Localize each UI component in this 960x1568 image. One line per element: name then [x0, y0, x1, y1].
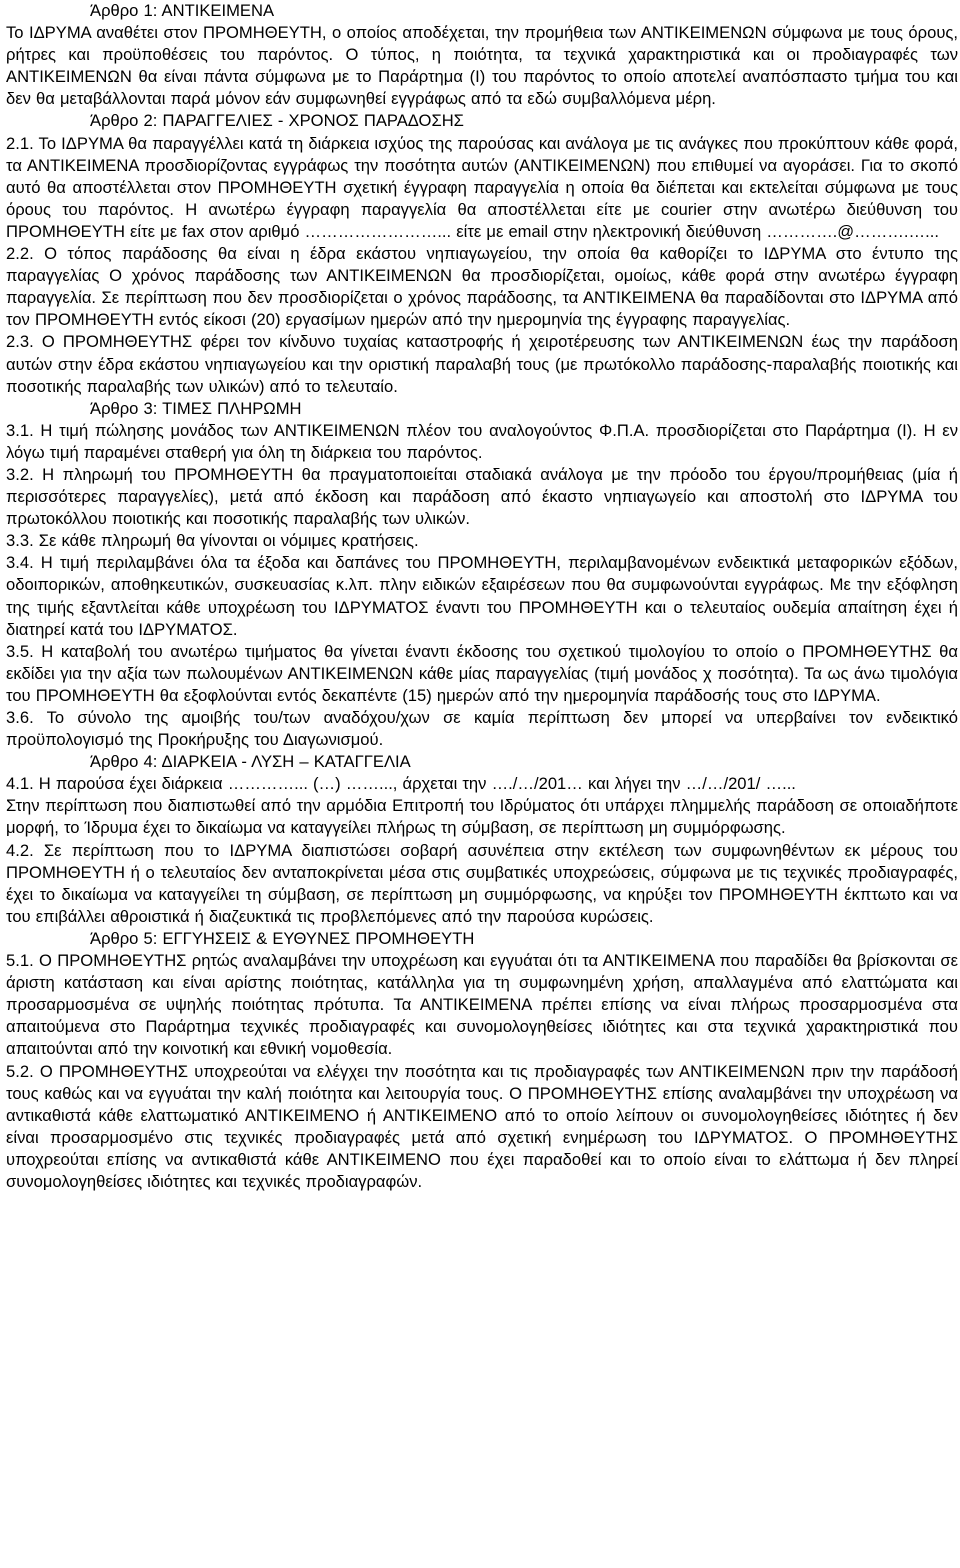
clause-3-1: 3.1. Η τιμή πώλησης μονάδος των ΑΝΤΙΚΕΙΜΕΝΩΝ πλέον του αναλογούντος Φ.Π.Α. προσδιορίζεται στο Παράρτημα (Ι). Η εν λόγω τιμή παραμένει σταθερή για όλη τη διάρκεια του παρόντος.	[6, 420, 958, 462]
article-3-heading: Άρθρο 3: ΤΙΜΕΣ ΠΛΗΡΩΜΗ	[90, 398, 302, 418]
clause-2-1: 2.1. Το ΙΔΡΥΜΑ θα παραγγέλλει κατά τη διάρκεια ισχύος της παρούσας και ανάλογα με τις ανάγκες που προκύπτουν κάθε φορά, τα ΑΝΤΙΚΕΙΜΕΝΑ προσδιορίζοντας εγγράφως την ποσότητα αυτών (ΑΝΤΙΚΕΙΜΕΝΩΝ) που επιθυμεί να αγοράσει. Για το σκοπό αυτό θα αποστέλλεται στον ΠΡΟΜΗΘΕΥΤΗ σχετική έγγραφη παραγγελία η οποία θα διέπεται και εκτελείται σύμφωνα με τους όρους του παρόντος. Η ανωτέρω έγγραφη παραγγελία θα αποστέλλεται είτε με courier στην ανωτέρω διεύθυνση του ΠΡΟΜΗΘΕΥΤΗ είτε με fax στον αριθμό ……………………... είτε με email στην ηλεκτρονική διεύθυνση ………….@……….…...	[6, 133, 958, 241]
article-1-heading: Άρθρο 1: ΑΝΤΙΚΕΙΜΕΝΑ	[90, 1, 275, 20]
clause-4-1: 4.1. Η παρούσα έχει διάρκεια …………... (…) ……..., άρχεται την …./…/201… και λήγει την …/…/201/ …...	[6, 774, 796, 794]
clause-3-2: 3.2. Η πληρωμή του ΠΡΟΜΗΘΕΥΤΗ θα πραγματοποιείται σταδιακά ανάλογα με την πρόοδο του έργου/προμήθειας (μία ή περισσότερες παραγγελίες), μετά από έκδοση και παράδοση από έκαστο νηπιαγωγείο και αποστολή στο ΙΔΡΥΜΑ του πρωτοκόλλου ποιοτικής και ποσοτικής παραλαβής των υλικών.	[6, 464, 958, 529]
clause-3-3: 3.3. Σε κάθε πληρωμή θα γίνονται οι νόμιμες κρατήσεις.	[6, 531, 419, 551]
clause-4-2: 4.2. Σε περίπτωση που το ΙΔΡΥΜΑ διαπιστώσει σοβαρή ασυνέπεια στην εκτέλεση των συμφωνηθέντων εκ μέρους του ΠΡΟΜΗΘΕΥΤΗ ή ο τελευταίος δεν ανταποκρίνεται μέσα στις συμβατικές υποχρεώσεις, σύμφωνα με τις τεχνικές προδιαγραφές, έχει το δικαίωμα να καταγγείλει τη σύμβαση, σε περίπτωση μη συμμόρφωσης, να κηρύξει τον ΠΡΟΜΗΘΕΥΤΗ έκπτωτο και να του επιβάλλει αθροιστικά ή διαζευκτικά τις προβλεπόμενες από την παρούσα κυρώσεις.	[6, 840, 958, 926]
clause-4-1-continued: Στην περίπτωση που διαπιστωθεί από την αρμόδια Επιτροπή του Ιδρύματος ότι υπάρχει πλημμελής παράδοση σε οποιαδήποτε μορφή, το Ίδρυμα έχει το δικαίωμα να καταγγείλει πλήρως τη σύμβαση, σε περίπτωση μη συμμόρφωσης.	[6, 796, 958, 838]
clause-3-6: 3.6. Το σύνολο της αμοιβής του/των αναδόχου/χων σε καμία περίπτωση δεν μπορεί να υπερβαίνει τον ενδεικτικό προϋπολογισμό της Προκήρυξης του Διαγωνισμού.	[6, 708, 958, 750]
article-4-heading: Άρθρο 4: ΔΙΑΡΚΕΙΑ - ΛΥΣΗ – ΚΑΤΑΓΓΕΛΙΑ	[90, 752, 411, 772]
article-5-heading: Άρθρο 5: ΕΓΓΥΗΣΕΙΣ & ΕΥΘΥΝΕΣ ΠΡΟΜΗΘΕΥΤΗ	[90, 928, 475, 948]
clause-3-5: 3.5. Η καταβολή του ανωτέρω τιμήματος θα γίνεται έναντι έκδοσης του σχετικού τιμολογίου το οποίο ο ΠΡΟΜΗΘΕΥΤΗΣ θα εκδίδει για την αξία των πωλουμένων ΑΝΤΙΚΕΙΜΕΝΩΝ κάθε μίας παραγγελίας (τιμή μονάδος χ ποσότητα). Τα ως άνω τιμολόγια του ΠΡΟΜΗΘΕΥΤΗ θα εξοφλούνται εντός δεκαπέντε (15) ημερών από την ημερομηνία παράδοσής τους στο ΙΔΡΥΜΑ.	[6, 641, 958, 705]
clause-5-2: 5.2. Ο ΠΡΟΜΗΘΕΥΤΗΣ υποχρεούται να ελέγχει την ποσότητα και τις προδιαγραφές των ΑΝΤΙΚΕΙΜΕΝΩΝ πριν την παράδοσή τους καθώς και να εγγυάται την καλή ποιότητα και λειτουργία τους. Ο ΠΡΟΜΗΘΕΥΤΗΣ επίσης αναλαμβάνει την υποχρέωση να αντικαθιστά κάθε ελαττωματικό ΑΝΤΙΚΕΙΜΕΝΟ ή ΑΝΤΙΚΕΙΜΕΝΟ από το οποίο λείπουν οι συνομολογηθείσες ιδιότητες ή δεν είναι προσαρμοσμένο στις τεχνικές προδιαγραφές μετά από σχετική ενημέρωση του ΙΔΡΥΜΑΤΟΣ. Ο ΠΡΟΜΗΘΕΥΤΗΣ υποχρεούται επίσης να αντικαθιστά κάθε ΑΝΤΙΚΕΙΜΕΝΟ που έχει παραδοθεί και το οποίο είναι το ελάττωμα ή δεν πληρεί συνομολογηθείσες ιδιότητες και τεχνικές προδιαγραφών.	[6, 1061, 958, 1191]
clause-3-4: 3.4. Η τιμή περιλαμβάνει όλα τα έξοδα και δαπάνες του ΠΡΟΜΗΘΕΥΤΗ, περιλαμβανομένων ενδεικτικά μεταφορικών εξόδων, οδοιπορικών, αποθηκευτικών, συσκευασίας κ.λπ. πλην ειδικών εξαιρέσεων που θα συμφωνούνται εγγράφως. Με την εξόφληση της τιμής εξαντλείται κάθε υποχρέωση του ΙΔΡΥΜΑΤΟΣ έναντι του ΠΡΟΜΗΘΕΥΤΗ και ο τελευταίος ουδεμία απαίτηση έχει ή διατηρεί κατά του ΙΔΡΥΜΑΤΟΣ.	[6, 553, 958, 639]
article-1-text: Το ΙΔΡΥΜΑ αναθέτει στον ΠΡΟΜΗΘΕΥΤΗ, ο οποίος αποδέχεται, την προμήθεια των ΑΝΤΙΚΕΙΜΕΝΩΝ σύμφωνα με τους όρους, ρήτρες και προϋποθέσεις του παρόντος. Ο τύπος, η ποιότητα, τα τεχνικά χαρακτηριστικά και οι προδιαγραφές των ΑΝΤΙΚΕΙΜΕΝΩΝ θα είναι πάντα σύμφωνα με το Παράρτημα (Ι) του παρόντος το οποίο αποτελεί αναπόσπαστο τμήμα του και δεν θα μεταβάλλονται παρά μόνον εάν συμφωνηθεί εγγράφως από τα εδώ συμβαλλόμενα μέρη.	[6, 23, 958, 109]
clause-5-1: 5.1. Ο ΠΡΟΜΗΘΕΥΤΗΣ ρητώς αναλαμβάνει την υποχρέωση και εγγυάται ότι τα ΑΝΤΙΚΕΙΜΕΝΑ που παραδίδει θα βρίσκονται σε άριστη κατάσταση και είναι αρίστης ποιότητας, κατάλληλα για τη συμφωνημένη χρήση, απαλλαγμένα από ελαττώματα και προσαρμοσμένα σε υψηλής ποιότητας πρότυπα. Τα ΑΝΤΙΚΕΙΜΕΝΑ πρέπει επίσης να είναι πλήρως προσαρμοσμένα στα απαιτούμενα στο Παράρτημα τεχνικές προδιαγραφές και συνομολογηθείσες ιδιότητες και στα τεχνικά χαρακτηριστικά που απαιτούνται από την κοινοτική και εθνική νομοθεσία.	[6, 951, 958, 1059]
clause-2-3: 2.3. Ο ΠΡΟΜΗΘΕΥΤΗΣ φέρει τον κίνδυνο τυχαίας καταστροφής ή χειροτέρευσης των ΑΝΤΙΚΕΙΜΕΝΩΝ έως την παράδοση αυτών στην έδρα εκάστου νηπιαγωγείου και την οριστική παραλαβή τους (με πρωτόκολλο παράδοσης-παραλαβής ποιοτικής και ποσοτικής παραλαβής των υλικών) από το τελευταίο.	[6, 332, 958, 396]
clause-2-2: 2.2. Ο τόπος παράδοσης θα είναι η έδρα εκάστου νηπιαγωγείου, την οποία θα καθορίζει το ΙΔΡΥΜΑ στο έντυπο της παραγγελίας Ο χρόνος παράδοσης των ΑΝΤΙΚΕΙΜΕΝΩΝ θα προσδιορίζεται, ομοίως, κάθε φορά στην ανωτέρω έγγραφη παραγγελία. Σε περίπτωση που δεν προσδιορίζεται ο χρόνος παράδοσης, τα ΑΝΤΙΚΕΙΜΕΝΑ θα παραδίδονται στο ΙΔΡΥΜΑ από τον ΠΡΟΜΗΘΕΥΤΗ εντός είκοσι (20) εργασίμων ημερών από την ημερομηνία της έγγραφης παραγγελίας.	[6, 244, 958, 330]
article-2-heading: Άρθρο 2: ΠΑΡΑΓΓΕΛΙΕΣ - ΧΡΟΝΟΣ ΠΑΡΑΔΟΣΗΣ	[90, 111, 464, 131]
